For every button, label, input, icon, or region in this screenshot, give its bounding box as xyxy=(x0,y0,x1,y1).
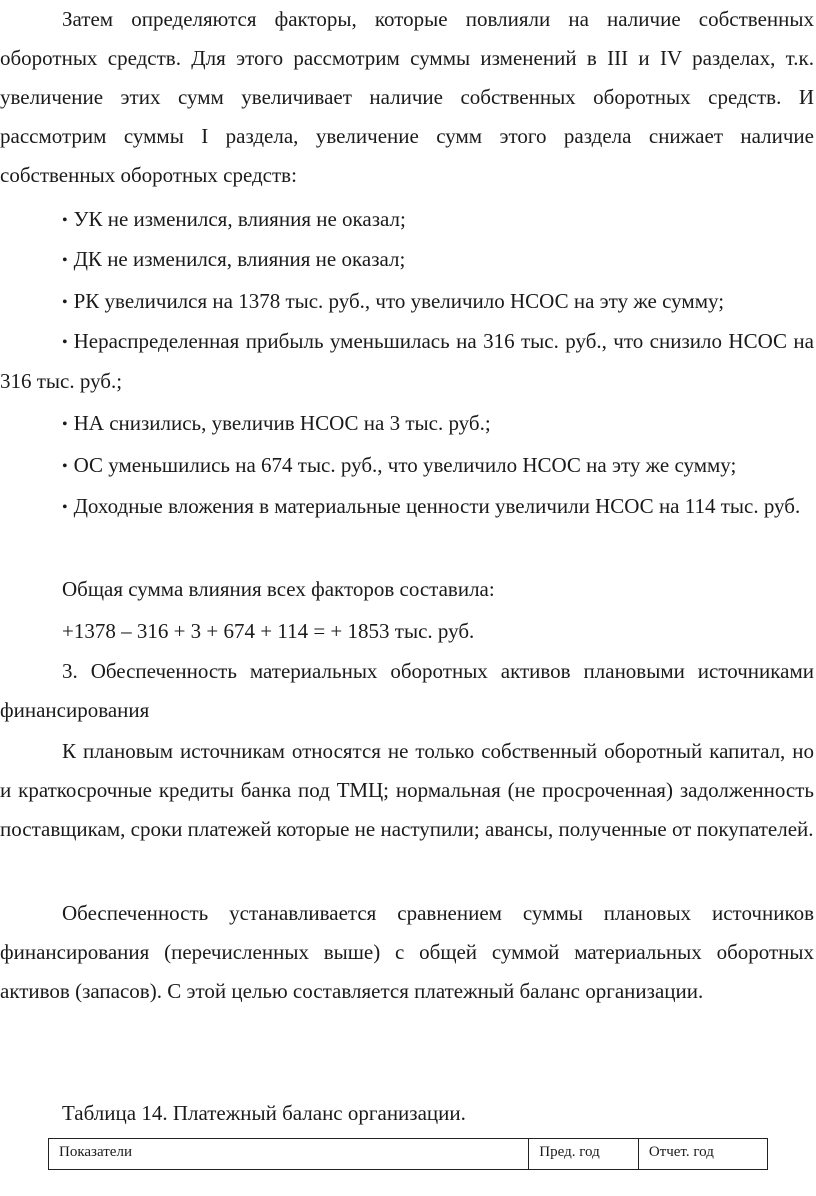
header-cell-prev-year: Пред. год xyxy=(529,1139,639,1170)
list-item-text: УК не изменился, влияния не оказал; xyxy=(73,207,406,231)
list-item xyxy=(0,282,814,322)
intro-paragraph: Затем определяются факторы, которые повлияли на наличие собственных оборотных средств. Для этого рассмотрим суммы изменений в III и IV разделах, т.к. увеличение этих сумм увеличивает наличие собственных оборотных средств. И рассмотрим суммы I раздела, увеличение сумм этого раздела снижает наличие собственных оборотных средств: xyxy=(0,7,814,187)
payment-balance-table xyxy=(48,1138,768,1170)
list-item-text: ОС уменьшились на 674 тыс. руб., что увеличило НСОС на эту же сумму; xyxy=(73,453,737,477)
header-cell-report-year: Отчет. год xyxy=(638,1139,767,1170)
section-heading: 3. Обеспеченность материальных оборотных активов плановыми источниками финансирования xyxy=(0,659,814,722)
sources-paragraph: К плановым источникам относятся не только собственный оборотный капитал, но и краткосрочные кредиты банка под ТМЦ; нормальная (не просроченная) задолженность поставщикам, сроки платежей которые не наступили; авансы, полученные от покупателей. xyxy=(0,739,814,841)
list-item-text: ДК не изменился, влияния не оказал; xyxy=(73,247,406,271)
formula: +1378 – 316 + 3 + 674 + 114 = + 1853 тыс. руб. xyxy=(62,619,475,643)
bullet-icon: • xyxy=(62,252,68,269)
list-item xyxy=(0,322,814,401)
list-item-text: НА снизились, увеличив НСОС на 3 тыс. руб.; xyxy=(73,411,491,435)
list-item xyxy=(0,404,814,444)
table-caption: Таблица 14. Платежный баланс организации. xyxy=(62,1101,466,1125)
list-item xyxy=(0,240,814,280)
total-intro: Общая сумма влияния всех факторов составила: xyxy=(62,577,495,601)
bullet-icon: • xyxy=(62,212,68,229)
bullet-icon: • xyxy=(62,416,68,433)
bullet-icon: • xyxy=(62,458,68,475)
list-item xyxy=(0,487,814,527)
list-item-text: РК увеличился на 1378 тыс. руб., что увеличило НСОС на эту же сумму; xyxy=(73,289,725,313)
list-item xyxy=(0,446,814,486)
list-item xyxy=(0,200,814,240)
table-header-row xyxy=(49,1139,768,1170)
bullet-icon: • xyxy=(62,499,68,516)
bullet-icon: • xyxy=(62,334,68,351)
header-cell-indicators: Показатели xyxy=(49,1139,529,1170)
list-item-text: Доходные вложения в материальные ценности увеличили НСОС на 114 тыс. руб. xyxy=(73,494,801,518)
bullet-icon: • xyxy=(62,294,68,311)
provision-paragraph: Обеспеченность устанавливается сравнением суммы плановых источников финансирования (перечисленных выше) с общей суммой материальных оборотных активов (запасов). С этой целью составляется платежный баланс организации. xyxy=(0,901,814,1003)
list-item-text: Нераспределенная прибыль уменьшилась на 316 тыс. руб., что снизило НСОС на 316 тыс. руб.; xyxy=(0,329,814,393)
